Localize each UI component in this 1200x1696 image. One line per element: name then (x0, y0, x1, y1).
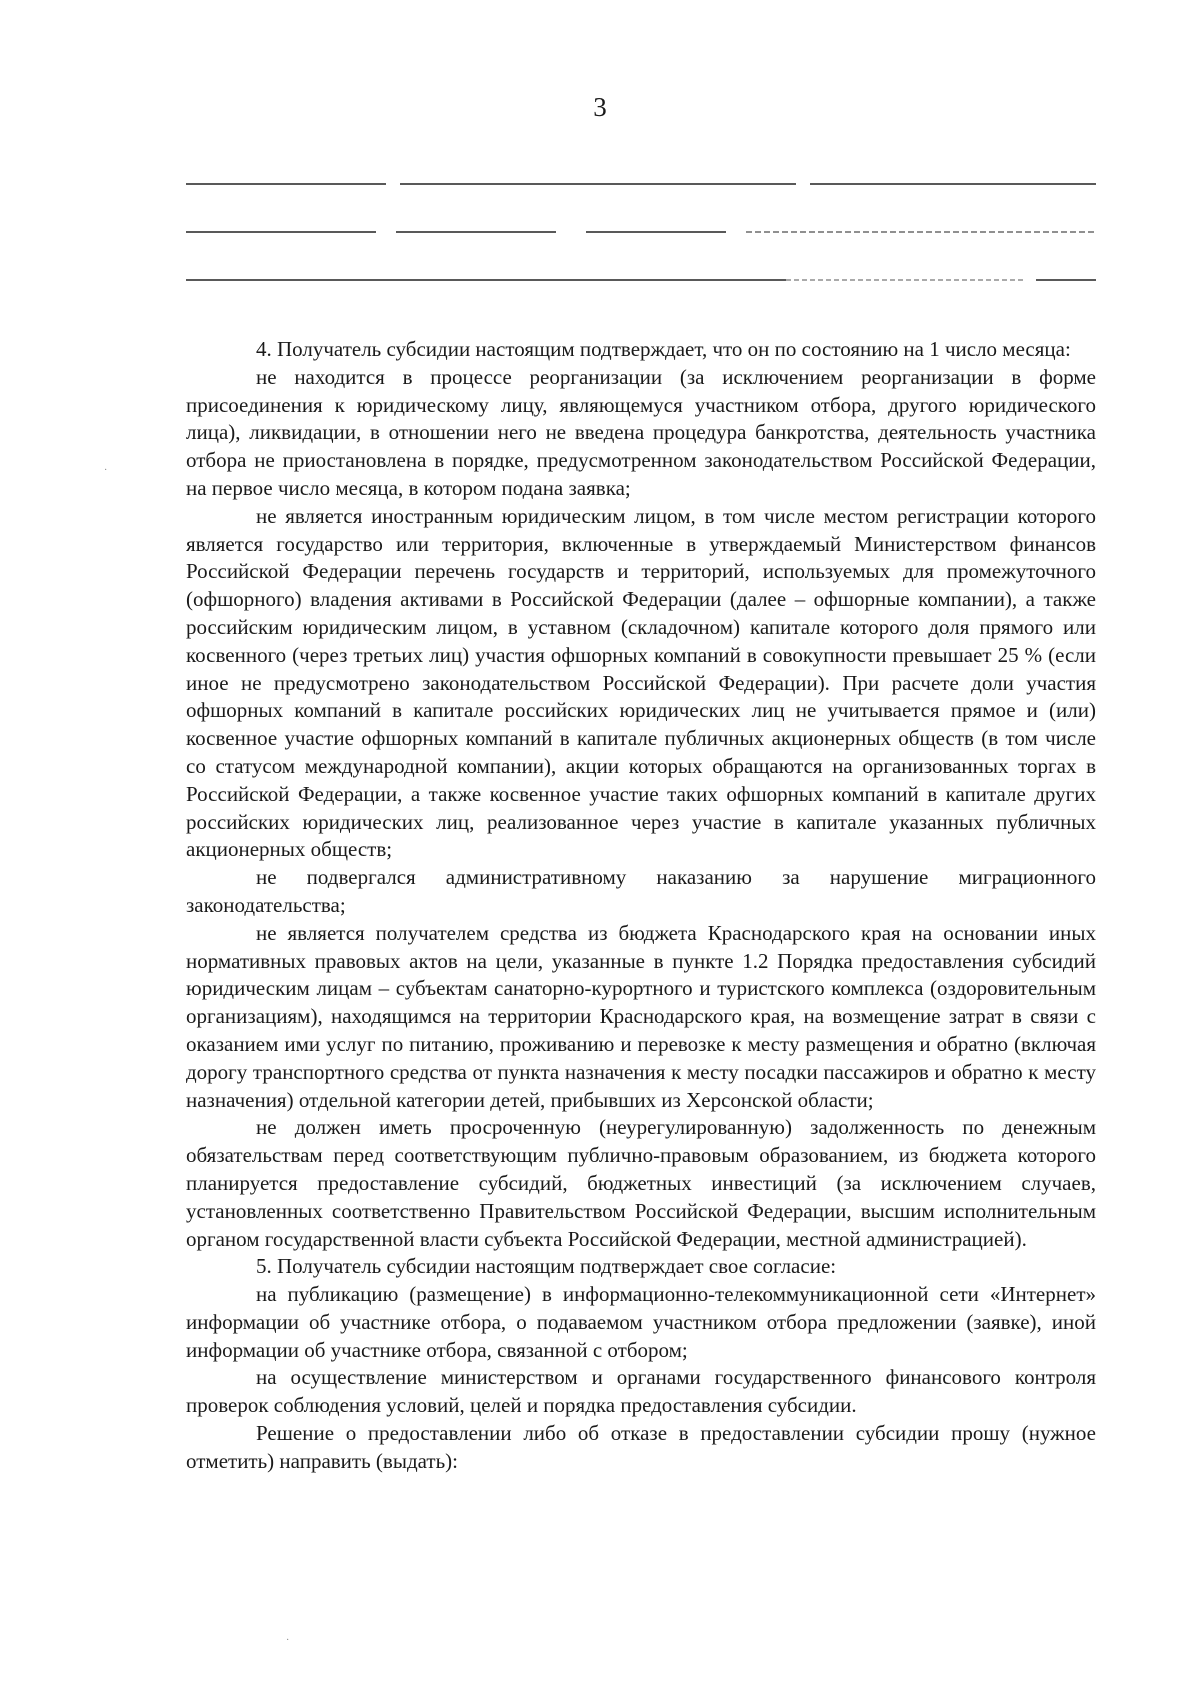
declaration-body (186, 336, 1096, 1476)
paragraph-inspection-consent: на осуществление министерством и органами государственного финансового контроля проверок соблюдения условий, целей и порядка предоставления субсидии. (186, 1365, 1096, 1418)
scan-speck: · (286, 1635, 290, 1646)
paragraph-decision-delivery: Решение о предоставлении либо об отказе в предоставлении субсидии прошу (нужное отметить) направить (выдать): (186, 1421, 1096, 1473)
paragraph-item-5: 5. Получатель субсидии настоящим подтверждает свое согласие: (256, 1254, 837, 1279)
paragraph-reorganization: не находится в процессе реорганизации (за исключением реорганизации в форме присоединения к юридическому лицу, являющемуся участником отбора, другого юридического лица), ликвидации, в отношении него не введена процедура банкротства, деятельность участника отбора не приостановлена в порядке, предусмотренном законодательством Российской Федерации, на первое число месяца, в котором подана заявка; (186, 364, 1096, 500)
paragraph-publication-consent: на публикацию (размещение) в информационно-телекоммуникационной сети «Интернет» информации об участнике отбора, о подаваемом участником отбора предложении (заявке), иной информации об участнике отбора, связанной с отбором; (186, 1282, 1096, 1362)
page-number: 3 (593, 92, 607, 122)
paragraph-item-4: 4. Получатель субсидии настоящим подтверждает, что он по состоянию на 1 число месяца: (256, 337, 1071, 361)
scan-speck: · (104, 465, 108, 476)
paragraph-offshore: не является иностранным юридическим лицом, в том числе местом регистрации которого является государство или территория, включенные в утверждаемый Министерством финансов Российской Федерации перечень государств и территорий, используемых для промежуточного (офшорного) владения активами в Российской Федерации (далее – офшорные компании), а также российским юридическим лицом, в уставном (складочном) капитале которого доля прямого или косвенного (через третьих лиц) участия офшорных компаний в совокупности превышает 25 % (если иное не предусмотрено законодательством Российской Федерации). При расчете доли участия офшорных компаний в капитале российских юридических лиц не учитывается прямое и (или) косвенное участие офшорных компаний в капитале публичных акционерных обществ (в том числе со статусом международной компании), акции которых обращаются на организованных торгах в Российской Федерации, а также косвенное участие таких офшорных компаний в капитале других российских юридических лиц, реализованное через участие в капитале указанных публичных акционерных обществ; (186, 503, 1096, 862)
paragraph-budget-recipient: не является получателем средства из бюджета Краснодарского края на основании иных нормативных правовых актов на цели, указанные в пункте 1.2 Порядка предоставления субсидий юридическим лицам – субъектам санаторно-курортного и туристского комплекса (оздоровительным организациям), находящимся на территории Краснодарского края, на возмещение затрат в связи с оказанием ими услуг по питанию, проживанию и перевозке к месту размещения и обратно (включая дорогу транспортного средства от пункта назначения к месту посадки пассажиров и обратно к месту назначения) отдельной категории детей, прибывших из Херсонской области; (186, 920, 1096, 1112)
paragraph-debt: не должен иметь просроченную (неурегулированную) задолженность по денежным обязательствам перед соответствующим публично-правовым образованием, из бюджета которого планируется предоставление субсидий, бюджетных инвестиций (за исключением случаев, установленных соответственно Правительством Российской Федерации, высшим исполнительным органом государственной власти субъекта Российской Федерации, местной администрацией). (186, 1115, 1096, 1251)
paragraph-migration: не подвергался административному наказанию за нарушение миграционного законодательства; (186, 865, 1096, 917)
blank-fill-lines (186, 180, 1096, 290)
